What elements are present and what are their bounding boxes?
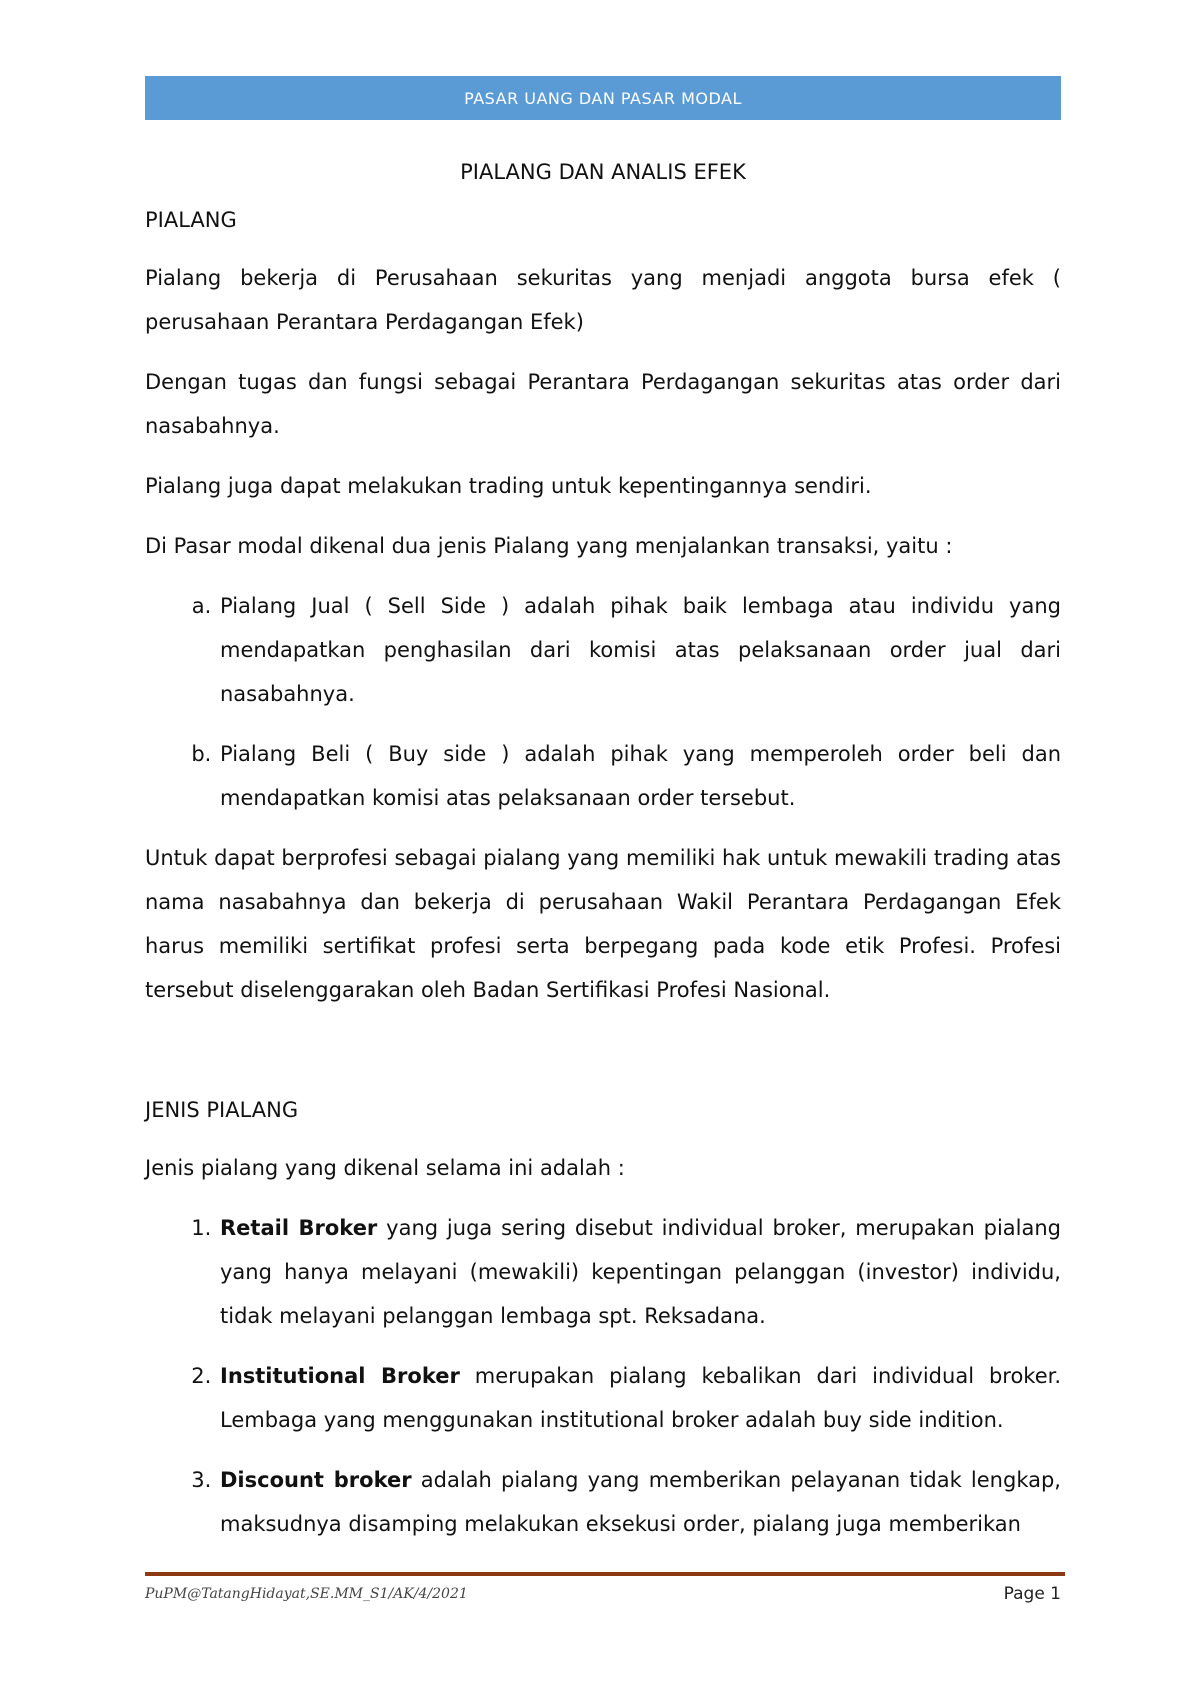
page-number: Page 1: [1003, 1584, 1061, 1604]
list-item-term: Retail Broker: [220, 1216, 378, 1240]
paragraph: Untuk dapat berprofesi sebagai pialang yang memiliki hak untuk mewakili trading atas nama nasabahnya dan bekerja di perusahaan Wakil Perantara Perdagangan Efek harus memiliki sertifikat profesi serta berpegang pada kode etik Profesi. Profesi tersebut diselenggarakan oleh Badan Sertifikasi Profesi Nasional.: [145, 846, 1061, 1002]
header-band: [145, 76, 1061, 120]
header-title: PASAR UANG DAN PASAR MODAL: [464, 88, 742, 108]
pialang-types-list: [145, 584, 1061, 820]
list-item-term: Institutional Broker: [220, 1364, 460, 1388]
list-item-text: adalah pialang yang memberikan pelayanan tidak lengkap, maksudnya disamping melakukan eksekusi order, pialang juga memberikan: [220, 1468, 1061, 1536]
list-item: a. Pialang Jual ( Sell Side ) adalah pihak baik lembaga atau individu yang mendapatkan penghasilan dari komisi atas pelaksanaan order jual dari nasabahnya.: [218, 584, 1061, 716]
paragraph: Pialang bekerja di Perusahaan sekuritas yang menjadi anggota bursa efek ( perusahaan Perantara Perdagangan Efek): [145, 266, 1061, 334]
paragraph: Jenis pialang yang dikenal selama ini adalah :: [145, 1156, 625, 1180]
paragraph: Di Pasar modal dikenal dua jenis Pialang yang menjalankan transaksi, yaitu :: [145, 534, 953, 558]
document-body: [145, 150, 1061, 1562]
section-heading-jenis-pialang: JENIS PIALANG: [145, 1098, 299, 1122]
footer-author-code: PuPM@TatangHidayat,SE.MM_S1/AK/4/2021: [145, 1586, 468, 1602]
list-item-term: Discount broker: [220, 1468, 412, 1492]
paragraph: Pialang juga dapat melakukan trading untuk kepentingannya sendiri.: [145, 474, 872, 498]
section-spacer: [145, 1028, 1061, 1088]
footer-rule: [145, 1572, 1065, 1576]
document-page: [145, 0, 1061, 1696]
document-title: PIALANG DAN ANALIS EFEK: [460, 160, 746, 184]
paragraph: Dengan tugas dan fungsi sebagai Perantara Perdagangan sekuritas atas order dari nasabahnya.: [145, 370, 1061, 438]
section-heading-pialang: PIALANG: [145, 208, 237, 232]
broker-types-list: [145, 1206, 1061, 1546]
list-item-text: merupakan pialang kebalikan dari individual broker. Lembaga yang menggunakan institutional broker adalah buy side indition.: [220, 1364, 1062, 1432]
list-item: [218, 1206, 1061, 1338]
list-item: [218, 1354, 1061, 1442]
list-item: b. Pialang Beli ( Buy side ) adalah pihak yang memperoleh order beli dan mendapatkan komisi atas pelaksanaan order tersebut.: [218, 732, 1061, 820]
list-item: [218, 1458, 1061, 1546]
list-item-text: yang juga sering disebut individual broker, merupakan pialang yang hanya melayani (mewakili) kepentingan pelanggan (investor) individu, tidak melayani pelanggan lembaga spt. Reksadana.: [220, 1216, 1061, 1328]
